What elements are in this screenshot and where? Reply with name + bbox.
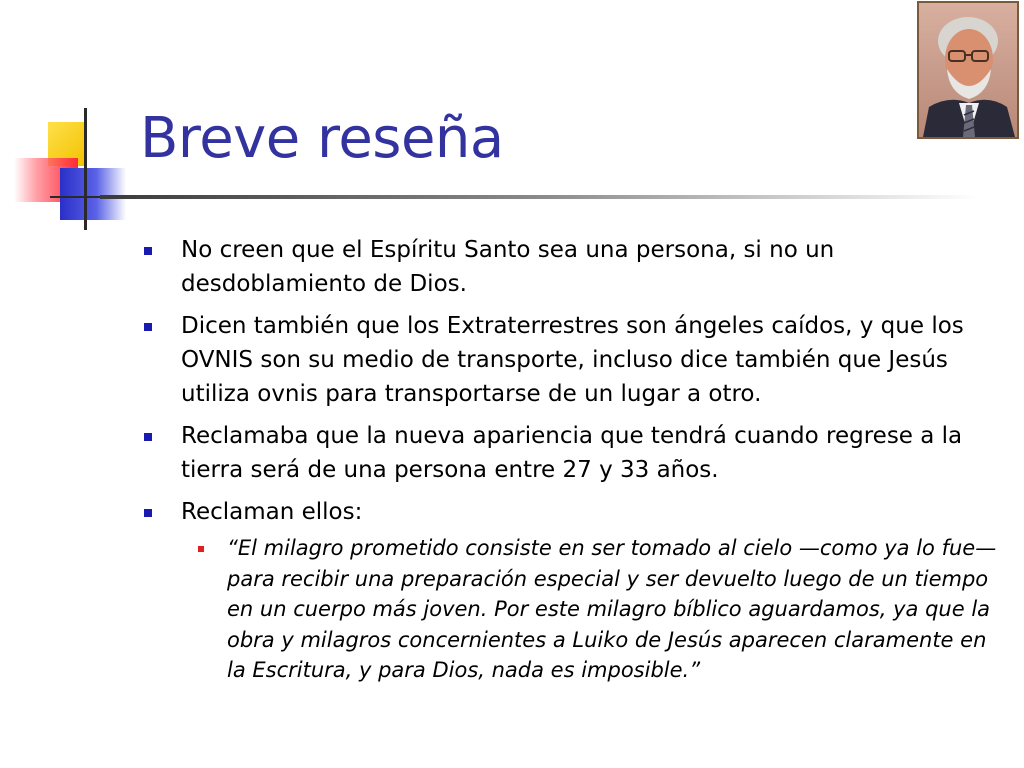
bullet-text: Reclaman ellos:	[181, 499, 363, 525]
quote-text: “El milagro prometido consiste en ser tomado al cielo —como ya lo fue— para recibir una preparación especial y ser devuelto luego de un tiempo en un cuerpo más joven. Por este milagro bíblico aguardamos, ya que la obra y milagros concernientes a Luiko de Jesús aparecen claramente en la Escritura, y para Dios, nada es imposible.”	[227, 536, 997, 682]
red-square-bullet-icon	[198, 546, 204, 552]
sub-list-item	[181, 533, 1010, 686]
list-item	[140, 495, 1010, 686]
bullet-list	[140, 233, 1010, 686]
list-item	[140, 419, 1010, 487]
slide-body	[140, 233, 1010, 694]
square-bullet-icon	[144, 509, 152, 517]
slide-title: Breve reseña	[140, 106, 504, 171]
list-item	[140, 233, 1010, 301]
decorative-logo	[0, 100, 140, 230]
bullet-text: Dicen también que los Extraterrestres son ángeles caídos, y que los OVNIS son su medio de transporte, incluso dice también que Jesús utiliza ovnis para transportarse de un lugar a otro.	[181, 313, 964, 407]
portrait-icon	[919, 3, 1017, 137]
bullet-text: No creen que el Espíritu Santo sea una persona, si no un desdoblamiento de Dios.	[181, 237, 835, 297]
square-bullet-icon	[144, 247, 152, 255]
square-bullet-icon	[144, 323, 152, 331]
square-bullet-icon	[144, 433, 152, 441]
bullet-text: Reclamaba que la nueva apariencia que tendrá cuando regrese a la tierra será de una persona entre 27 y 33 años.	[181, 423, 963, 483]
title-underline	[100, 195, 980, 199]
blue-square	[60, 168, 126, 220]
portrait-photo	[917, 1, 1019, 139]
vertical-line	[84, 108, 87, 230]
list-item	[140, 309, 1010, 411]
sub-bullet-list	[181, 533, 1010, 686]
